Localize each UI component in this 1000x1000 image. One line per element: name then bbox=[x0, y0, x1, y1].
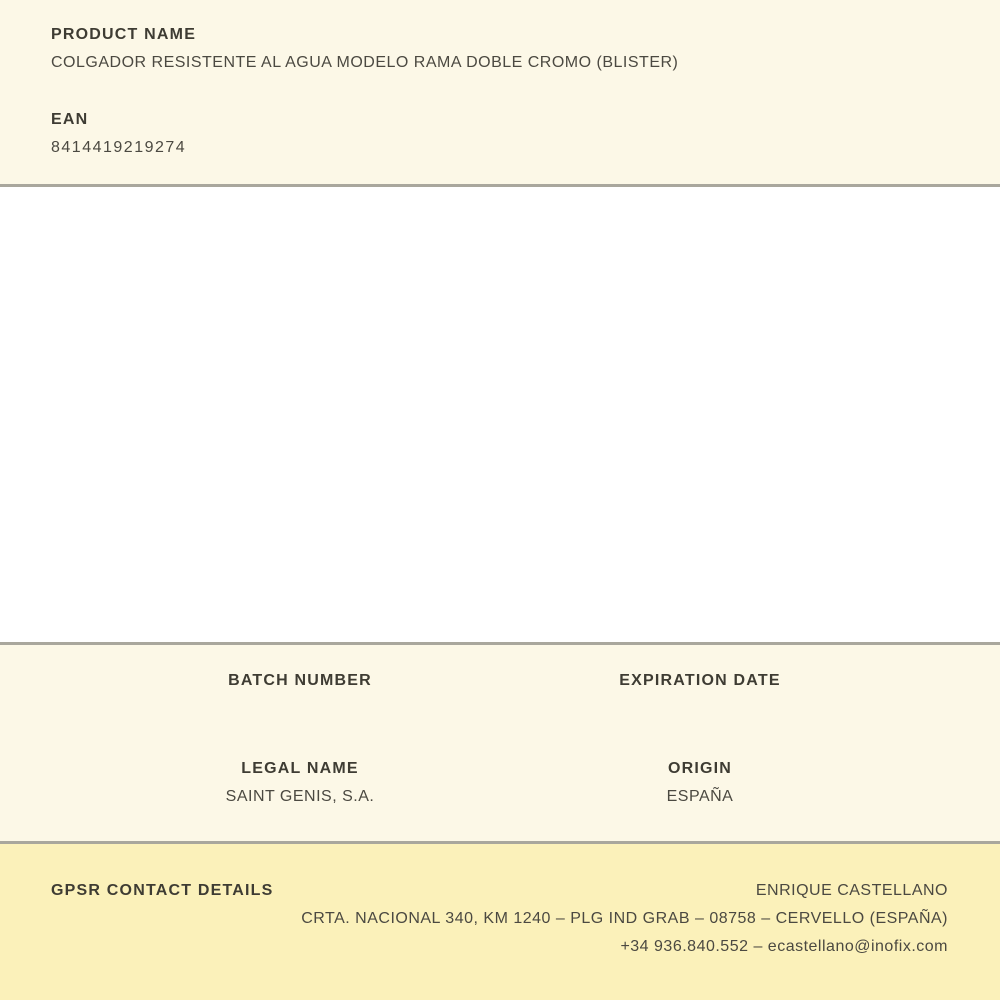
ean-label: EAN bbox=[51, 111, 89, 128]
contact-address: CRTA. NACIONAL 340, KM 1240 – PLG IND GRAB – 08758 – CERVELLO (ESPAÑA) bbox=[301, 910, 948, 927]
product-header-section bbox=[0, 0, 1000, 184]
contact-name: ENRIQUE CASTELLANO bbox=[755, 882, 948, 899]
origin-label: ORIGIN bbox=[667, 760, 733, 777]
batch-number-label: BATCH NUMBER bbox=[228, 672, 372, 689]
details-grid bbox=[100, 670, 900, 808]
legal-name-value: SAINT GENIS, S.A. bbox=[225, 788, 375, 805]
contact-phone-email: +34 936.840.552 – ecastellano@inofix.com bbox=[620, 938, 948, 955]
gpsr-contact-details-label: GPSR CONTACT DETAILS bbox=[51, 882, 274, 899]
origin-cell bbox=[500, 758, 900, 808]
product-image-area bbox=[0, 187, 1000, 642]
ean-field bbox=[51, 109, 949, 159]
origin-value: ESPAÑA bbox=[666, 788, 734, 805]
gpsr-contact-section bbox=[0, 844, 1000, 1000]
product-name-value: COLGADOR RESISTENTE AL AGUA MODELO RAMA DOBLE CROMO (BLISTER) bbox=[51, 54, 679, 71]
legal-name-label: LEGAL NAME bbox=[241, 760, 359, 777]
expiration-date-value bbox=[500, 698, 900, 720]
batch-number-value bbox=[100, 698, 500, 720]
expiration-date-cell bbox=[500, 670, 900, 720]
product-details-section bbox=[0, 645, 1000, 841]
ean-value: 8414419219274 bbox=[51, 139, 187, 156]
expiration-date-label: EXPIRATION DATE bbox=[619, 672, 781, 689]
product-name-field bbox=[51, 24, 949, 74]
legal-name-cell bbox=[100, 758, 500, 808]
batch-number-cell bbox=[100, 670, 500, 720]
contact-info-block bbox=[301, 877, 948, 961]
product-name-label: PRODUCT NAME bbox=[51, 26, 197, 43]
